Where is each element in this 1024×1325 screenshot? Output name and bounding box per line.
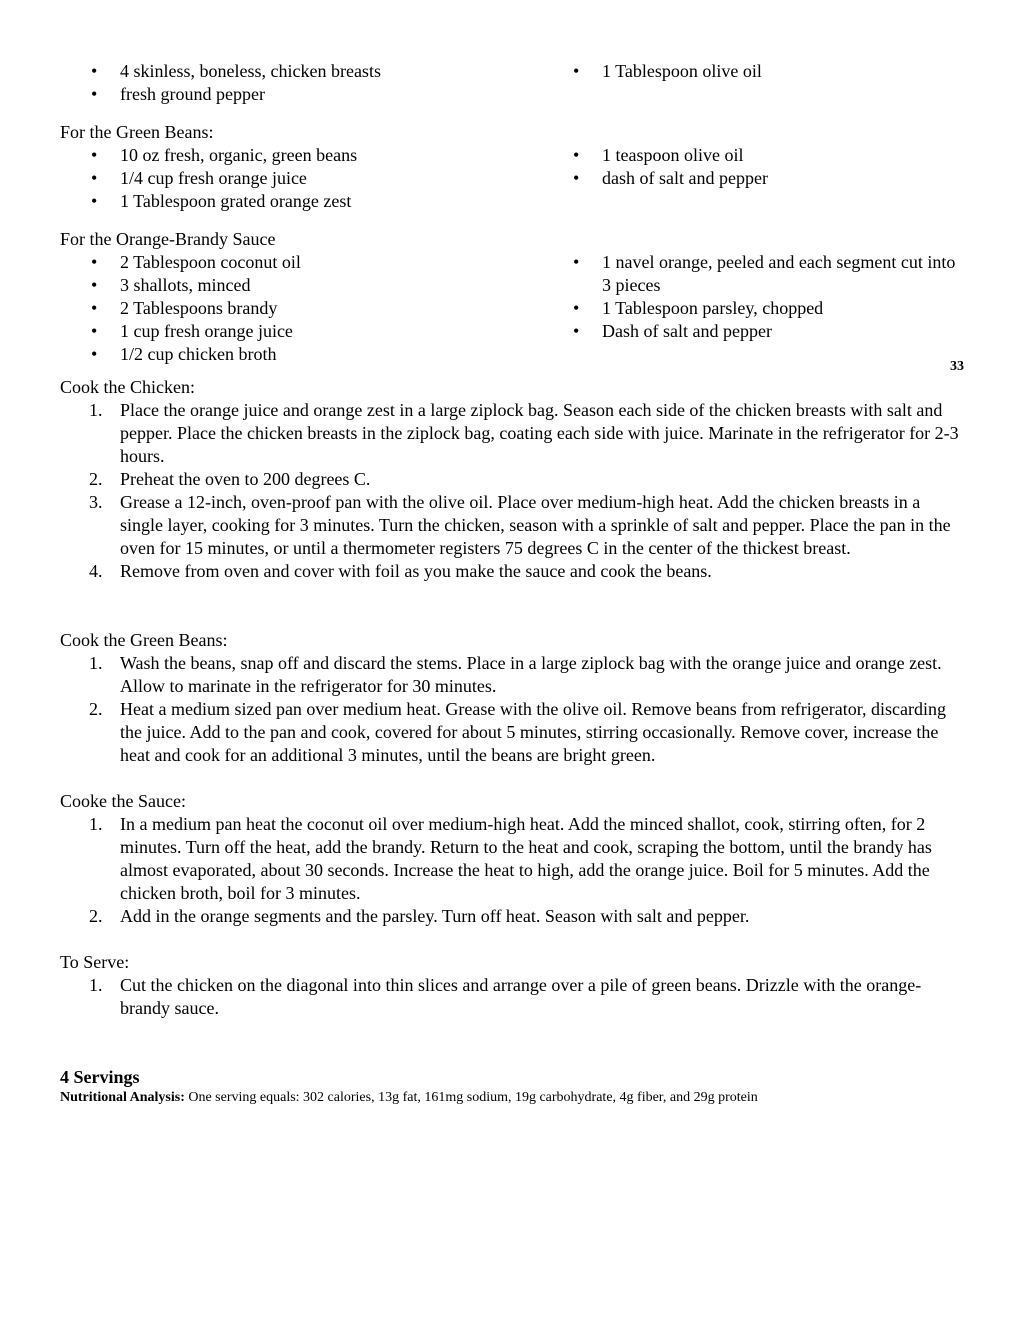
ingredient-item: • fresh ground pepper xyxy=(120,83,542,106)
servings: 4 Servings xyxy=(60,1067,140,1087)
step-item: 3. Grease a 12-inch, oven-proof pan with the olive oil. Place over medium-high heat. Add the chicken breasts in a single layer, cooking for 3 minutes. Turn the chicken, season with a sprinkle of salt and pepper. Place the pan in the oven for 15 minutes, or until a thermometer registers 75 degrees C in the center of the thickest breast. xyxy=(89,492,951,558)
ingredient-item: • 10 oz fresh, organic, green beans xyxy=(120,144,542,167)
chicken-ingredients-right xyxy=(542,60,964,83)
ingredient-item: • 4 skinless, boneless, chicken breasts xyxy=(120,60,542,83)
step-item: 4. Remove from oven and cover with foil as you make the sauce and cook the beans. xyxy=(89,561,712,581)
ingredient-item: • dash of salt and pepper xyxy=(602,167,964,190)
to-serve-heading: To Serve: xyxy=(60,952,130,972)
step-text: Remove from oven and cover with foil as you make the sauce and cook the beans. xyxy=(120,561,712,581)
green-beans-ingredients-right xyxy=(542,144,964,190)
step-text: Add in the orange segments and the parsley. Turn off heat. Season with salt and pepper. xyxy=(120,906,750,926)
ingredient-item: • 1 navel orange, peeled and each segment cut into 3 pieces xyxy=(602,251,964,297)
step-text: Wash the beans, snap off and discard the stems. Place in a large ziplock bag with the orange juice and orange zest. Allow to marinate in the refrigerator for 30 minutes. xyxy=(120,653,942,696)
sauce-ingredients xyxy=(60,251,964,366)
step-item: 2. Add in the orange segments and the parsley. Turn off heat. Season with salt and pepper. xyxy=(89,906,750,926)
ingredient-item: • 1 Tablespoon olive oil xyxy=(602,60,964,83)
recipe-page xyxy=(60,60,964,1108)
step-item: 1. Wash the beans, snap off and discard the stems. Place in a large ziplock bag with the orange juice and orange zest. Allow to marinate in the refrigerator for 30 minutes. xyxy=(89,653,942,696)
step-text: Place the orange juice and orange zest in a large ziplock bag. Season each side of the chicken breasts with salt and pepper. Place the chicken breasts in the ziplock bag, coating each side with juice. Marinate in the refrigerator for 2-3 hours. xyxy=(120,400,959,466)
sauce-ingredients-heading: For the Orange-Brandy Sauce xyxy=(60,229,276,249)
step-item: 1. In a medium pan heat the coconut oil over medium-high heat. Add the minced shallot, cook, stirring often, for 2 minutes. Turn off the heat, add the brandy. Return to the heat and cook, scraping the bottom, until the brandy has almost evaporated, about 30 seconds. Increase the heat to high, add the orange juice. Boil for 5 minutes. Add the chicken broth, boil for 3 minutes. xyxy=(89,814,932,903)
ingredient-item: • Dash of salt and pepper xyxy=(602,320,964,343)
ingredient-item: • 1 Tablespoon parsley, chopped xyxy=(602,297,964,320)
ingredient-item: • 1 Tablespoon grated orange zest xyxy=(120,190,542,213)
ingredient-item: • 1/4 cup fresh orange juice xyxy=(120,167,542,190)
nutrition-label: Nutritional Analysis: xyxy=(60,1090,185,1105)
step-text: Preheat the oven to 200 degrees C. xyxy=(120,469,371,489)
green-beans-ingredients xyxy=(60,144,964,213)
cook-beans-steps xyxy=(60,652,964,767)
chicken-ingredients-left xyxy=(60,60,542,106)
ingredient-item: • 2 Tablespoon coconut oil xyxy=(120,251,542,274)
step-text: Grease a 12-inch, oven-proof pan with the olive oil. Place over medium-high heat. Add the chicken breasts in a single layer, cooking for 3 minutes. Turn the chicken, season with a sprinkle of salt and pepper. Place the pan in the oven for 15 minutes, or until a thermometer registers 75 degrees C in the center of the thickest breast. xyxy=(120,492,951,558)
page-number: 33 xyxy=(950,359,964,374)
step-text: Heat a medium sized pan over medium heat. Grease with the olive oil. Remove beans from refrigerator, discarding the juice. Add to the pan and cook, covered for about 5 minutes, stirring occasionally. Remove cover, increase the heat and cook for an additional 3 minutes, until the beans are bright green. xyxy=(120,699,946,765)
cook-chicken-heading: Cook the Chicken: xyxy=(60,377,195,397)
sauce-ingredients-left xyxy=(60,251,542,366)
green-beans-ingredients-heading: For the Green Beans: xyxy=(60,122,214,142)
cook-chicken-steps xyxy=(60,399,964,583)
to-serve-steps xyxy=(60,974,964,1020)
green-beans-ingredients-left xyxy=(60,144,542,213)
ingredient-item: • 1/2 cup chicken broth xyxy=(120,343,542,366)
step-item: 2. Heat a medium sized pan over medium heat. Grease with the olive oil. Remove beans from refrigerator, discarding the juice. Add to the pan and cook, covered for about 5 minutes, stirring occasionally. Remove cover, increase the heat and cook for an additional 3 minutes, until the beans are bright green. xyxy=(89,699,946,765)
step-item: 1. Place the orange juice and orange zest in a large ziplock bag. Season each side of the chicken breasts with salt and pepper. Place the chicken breasts in the ziplock bag, coating each side with juice. Marinate in the refrigerator for 2-3 hours. xyxy=(89,400,959,466)
ingredient-item: • 2 Tablespoons brandy xyxy=(120,297,542,320)
ingredient-item: • 3 shallots, minced xyxy=(120,274,542,297)
nutrition-text: One serving equals: 302 calories, 13g fat, 161mg sodium, 19g carbohydrate, 4g fiber, and 29g protein xyxy=(188,1090,758,1105)
cook-sauce-heading: Cooke the Sauce: xyxy=(60,791,186,811)
chicken-ingredients xyxy=(60,60,964,106)
step-text: In a medium pan heat the coconut oil over medium-high heat. Add the minced shallot, cook, stirring often, for 2 minutes. Turn off the heat, add the brandy. Return to the heat and cook, scraping the bottom, until the brandy has almost evaporated, about 30 seconds. Increase the heat to high, add the orange juice. Boil for 5 minutes. Add the chicken broth, boil for 3 minutes. xyxy=(120,814,932,903)
cook-sauce-steps xyxy=(60,813,964,928)
step-item: 2. Preheat the oven to 200 degrees C. xyxy=(89,469,371,489)
sauce-ingredients-right xyxy=(542,251,964,343)
ingredient-item: • 1 cup fresh orange juice xyxy=(120,320,542,343)
ingredient-item: • 1 teaspoon olive oil xyxy=(602,144,964,167)
step-item: 1. Cut the chicken on the diagonal into thin slices and arrange over a pile of green beans. Drizzle with the orange-brandy sauce. xyxy=(89,975,922,1018)
step-text: Cut the chicken on the diagonal into thin slices and arrange over a pile of green beans. Drizzle with the orange-brandy sauce. xyxy=(120,975,922,1018)
nutritional-analysis xyxy=(60,1088,964,1108)
cook-beans-heading: Cook the Green Beans: xyxy=(60,630,228,650)
